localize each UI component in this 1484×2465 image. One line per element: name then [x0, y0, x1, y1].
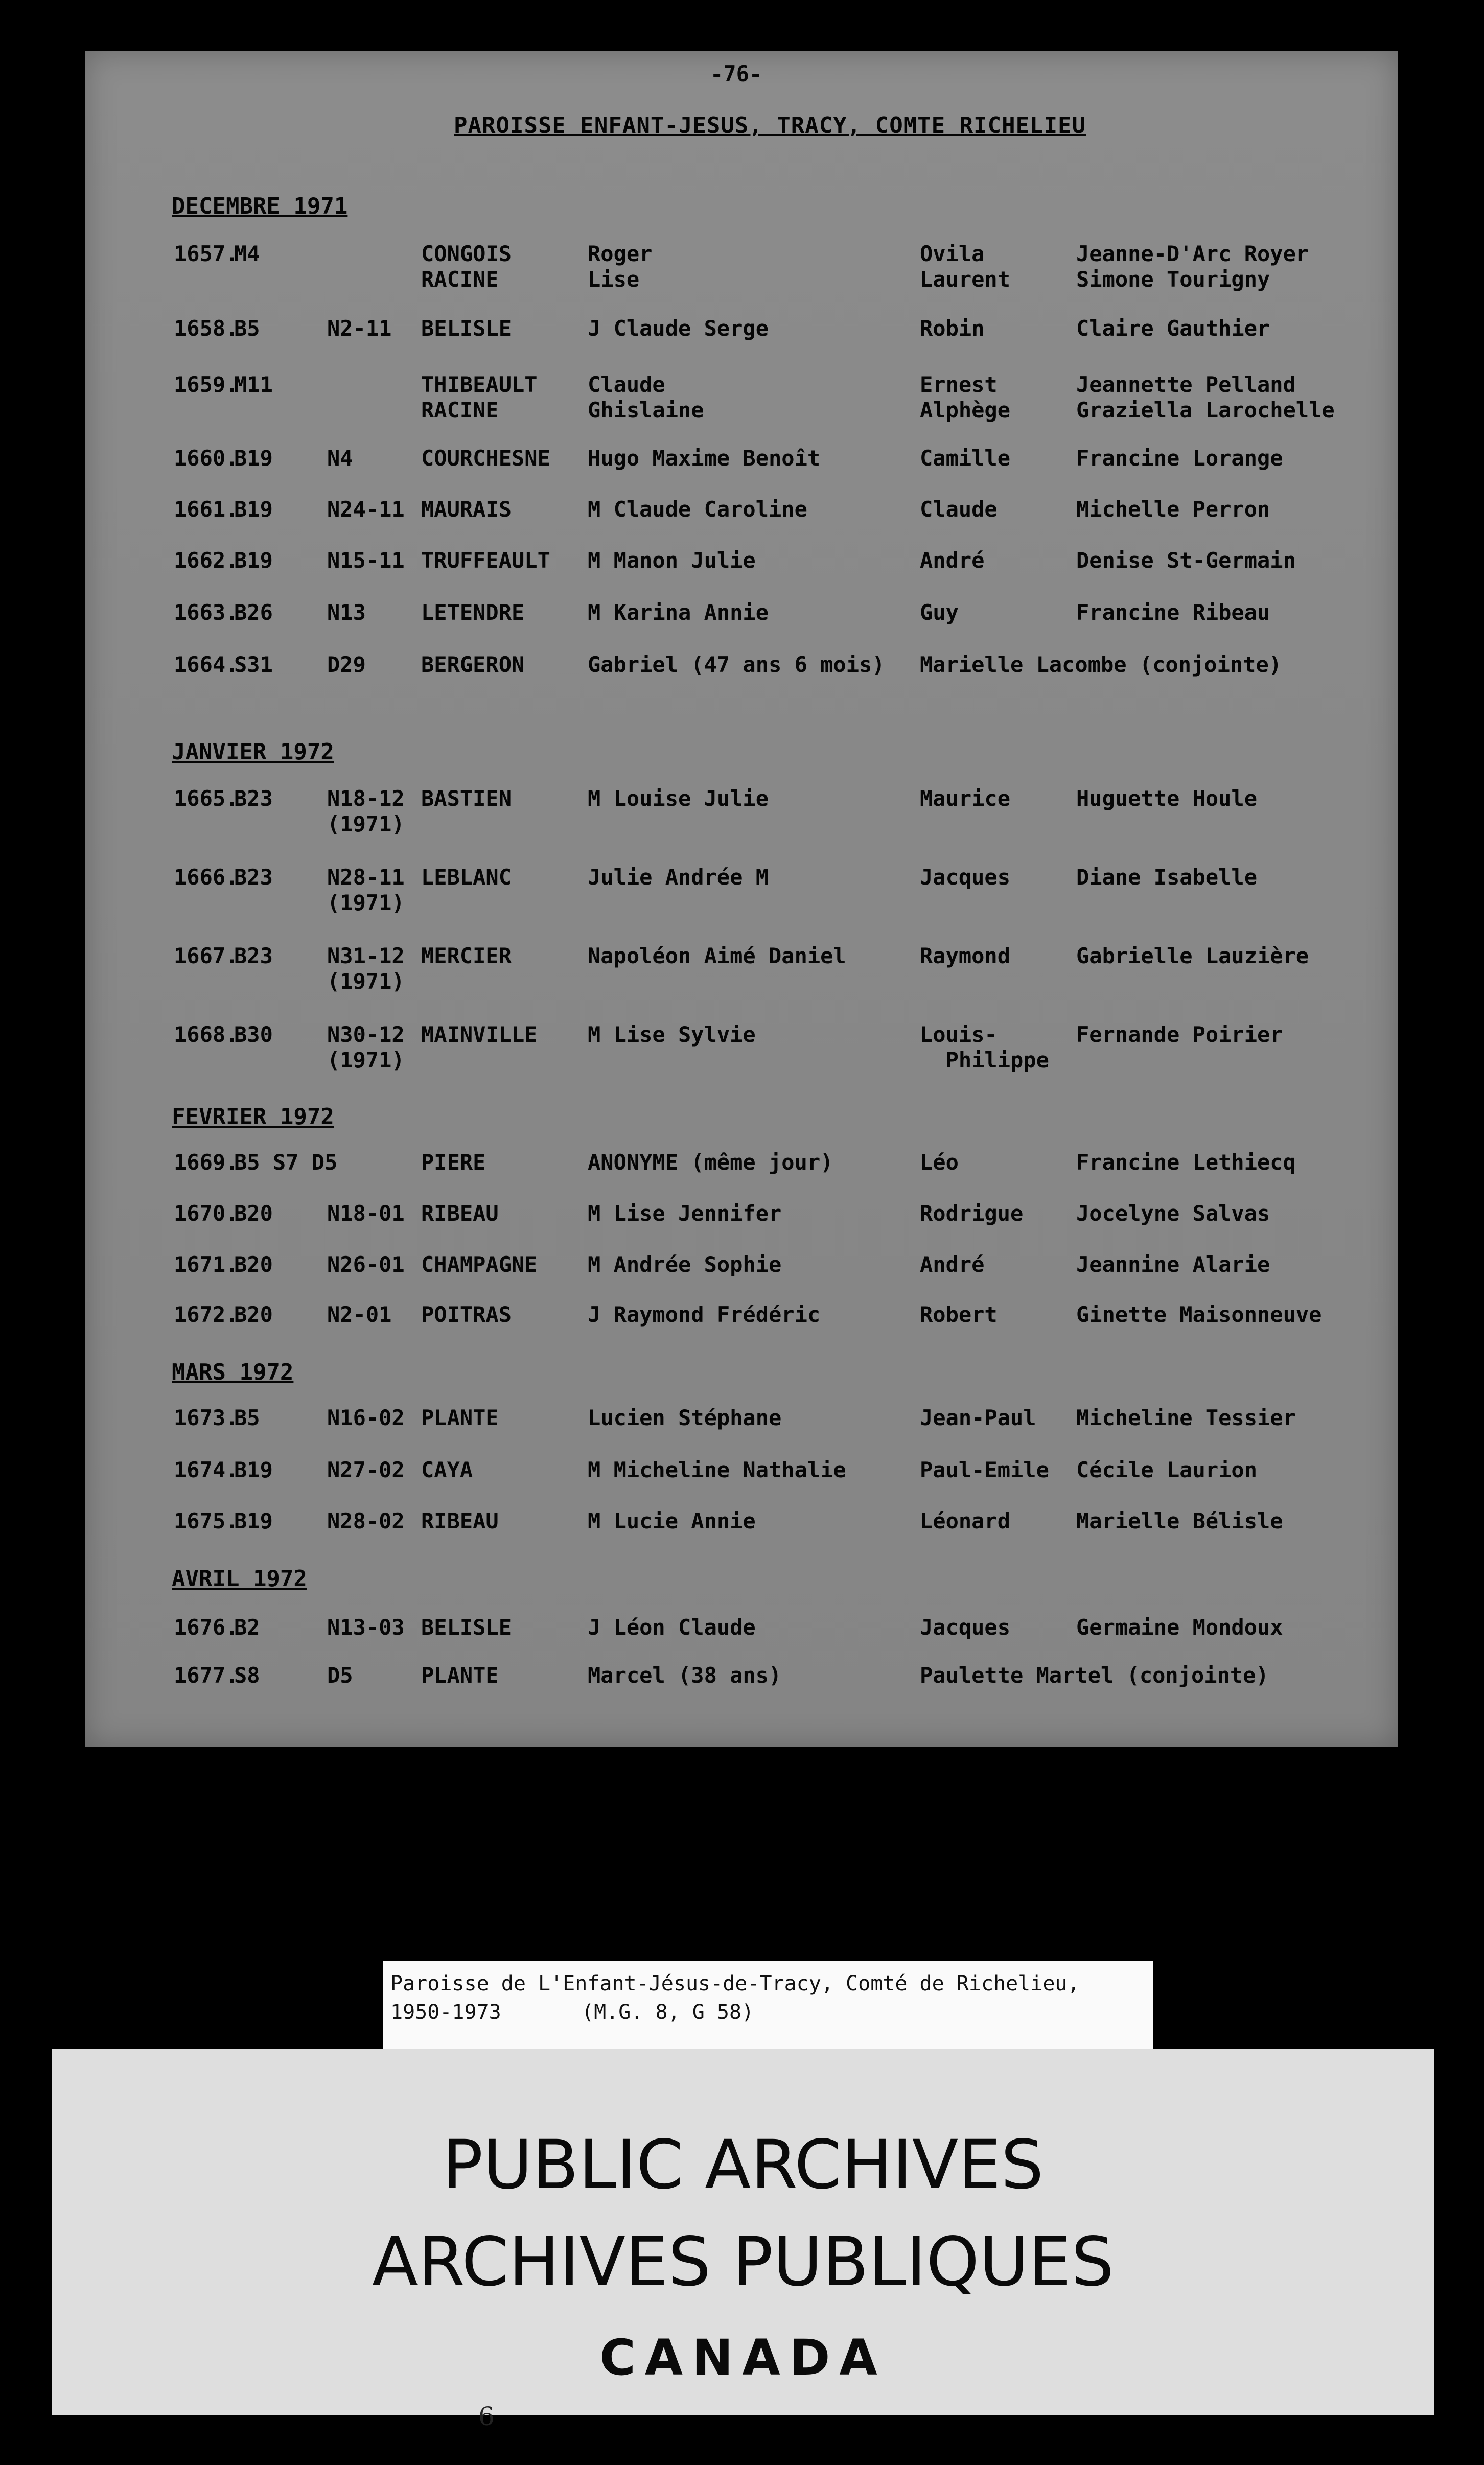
- entry-surname: MAINVILLE: [421, 1022, 538, 1047]
- entry-father: Rodrigue: [920, 1201, 1024, 1226]
- entry-father: Ernest Alphège: [920, 372, 1011, 423]
- entry-given: Napoléon Aimé Daniel: [588, 943, 846, 968]
- entry-given: Lucien Stéphane: [588, 1405, 782, 1430]
- entry-surname: CONGOIS RACINE: [421, 241, 512, 292]
- entry-num: 1663.: [174, 600, 239, 625]
- entry-dates: B5: [234, 316, 260, 341]
- entry-father: Léonard: [920, 1508, 1011, 1533]
- entry-third: N16-02: [327, 1405, 405, 1430]
- entry-dates: B19: [234, 446, 273, 471]
- entry-father: Jacques: [920, 865, 1011, 890]
- register-entry: [0, 652, 1484, 713]
- entry-given: Hugo Maxime Benoît: [588, 446, 821, 471]
- entry-given: M Micheline Nathalie: [588, 1457, 846, 1482]
- entry-third: N2-01: [327, 1302, 392, 1327]
- label-years: 1950-1973: [390, 2001, 501, 2024]
- entry-third: N15-11: [327, 548, 405, 573]
- entry-father: Paulette Martel (conjointe): [920, 1663, 1269, 1688]
- entry-dates: B19: [234, 548, 273, 573]
- archive-line-english: PUBLIC ARCHIVES: [442, 2126, 1044, 2204]
- entry-surname: CHAMPAGNE: [421, 1252, 538, 1277]
- entry-mother: Diane Isabelle: [1076, 865, 1258, 890]
- entry-surname: LETENDRE: [421, 600, 525, 625]
- entry-given: M Karina Annie: [588, 600, 769, 625]
- entry-given: M Manon Julie: [588, 548, 756, 573]
- entry-given: J Raymond Frédéric: [588, 1302, 821, 1327]
- archive-line-french: ARCHIVES PUBLIQUES: [372, 2223, 1115, 2301]
- register-entry: [0, 943, 1484, 1005]
- entry-surname: RIBEAU: [421, 1508, 499, 1533]
- entry-third: N26-01: [327, 1252, 405, 1277]
- register-entry: [0, 786, 1484, 847]
- entry-num: 1677.: [174, 1663, 239, 1688]
- register-entry: [0, 1663, 1484, 1724]
- register-entry: [0, 372, 1484, 433]
- entry-given: M Andrée Sophie: [588, 1252, 782, 1277]
- entry-num: 1658.: [174, 316, 239, 341]
- entry-third: N4: [327, 446, 353, 471]
- entry-num: 1661.: [174, 497, 239, 522]
- entry-surname: BELISLE: [421, 1615, 512, 1640]
- entry-given: M Lise Sylvie: [588, 1022, 756, 1047]
- entry-dates: B19: [234, 1457, 273, 1482]
- register-entry: [0, 241, 1484, 303]
- entry-num: 1664.: [174, 652, 239, 677]
- entry-mother: Jocelyne Salvas: [1076, 1201, 1270, 1226]
- entry-num: 1667.: [174, 943, 239, 968]
- entry-mother: Micheline Tessier: [1076, 1405, 1296, 1430]
- register-entry: [0, 1508, 1484, 1570]
- entry-surname: THIBEAULT RACINE: [421, 372, 538, 423]
- entry-father: Maurice: [920, 786, 1011, 811]
- entry-father: Robert: [920, 1302, 998, 1327]
- entry-father: Marielle Lacombe (conjointe): [920, 652, 1282, 677]
- entry-dates: M4: [234, 241, 260, 266]
- entry-dates: B23: [234, 865, 273, 890]
- entry-third: N24-11: [327, 497, 405, 522]
- entry-surname: PLANTE: [421, 1663, 499, 1688]
- entry-father: Léo: [920, 1150, 959, 1175]
- entry-given: Julie Andrée M: [588, 865, 769, 890]
- entry-dates: B30: [234, 1022, 273, 1047]
- entry-given: ANONYME (même jour): [588, 1150, 833, 1175]
- entry-num: 1673.: [174, 1405, 239, 1430]
- entry-dates: B19: [234, 497, 273, 522]
- entry-mother: Huguette Houle: [1076, 786, 1258, 811]
- entry-third: N2-11: [327, 316, 392, 341]
- entry-given: M Lise Jennifer: [588, 1201, 782, 1226]
- entry-third: N28-11 (1971): [327, 865, 405, 915]
- entry-num: 1659.: [174, 372, 239, 397]
- entry-num: 1669.: [174, 1150, 239, 1175]
- entry-num: 1668.: [174, 1022, 239, 1047]
- entry-surname: RIBEAU: [421, 1201, 499, 1226]
- entry-dates: B5: [234, 1405, 260, 1430]
- entry-dates: M11: [234, 372, 273, 397]
- entry-mother: Francine Ribeau: [1076, 600, 1270, 625]
- label-reference: (M.G. 8, G 58): [582, 2001, 754, 2024]
- register-entry: [0, 316, 1484, 377]
- entry-num: 1670.: [174, 1201, 239, 1226]
- entry-surname: PLANTE: [421, 1405, 499, 1430]
- entry-dates: S31: [234, 652, 273, 677]
- entry-num: 1657.: [174, 241, 239, 266]
- entry-dates: B23: [234, 786, 273, 811]
- register-entry: [0, 1022, 1484, 1083]
- entry-mother: Ginette Maisonneuve: [1076, 1302, 1322, 1327]
- entry-surname: POITRAS: [421, 1302, 512, 1327]
- entry-surname: BELISLE: [421, 316, 512, 341]
- entry-surname: BASTIEN: [421, 786, 512, 811]
- entry-third: N18-12 (1971): [327, 786, 405, 836]
- entry-num: 1662.: [174, 548, 239, 573]
- entry-father: Claude: [920, 497, 998, 522]
- archive-card: [52, 2049, 1434, 2431]
- entry-father: Camille: [920, 446, 1011, 471]
- page-title: PAROISSE ENFANT-JESUS, TRACY, COMTE RICHELIEU: [454, 112, 1086, 138]
- entry-dates: S8: [234, 1663, 260, 1688]
- entry-surname: MAURAIS: [421, 497, 512, 522]
- entry-surname: MERCIER: [421, 943, 512, 968]
- entry-num: 1675.: [174, 1508, 239, 1533]
- entry-given: J Claude Serge: [588, 316, 769, 341]
- entry-num: 1665.: [174, 786, 239, 811]
- entry-third: N27-02: [327, 1457, 405, 1482]
- label-line-parish: Paroisse de L'Enfant-Jésus-de-Tracy, Comté de Richelieu,: [390, 1972, 1080, 1995]
- handwritten-mark: 6: [478, 2402, 495, 2431]
- entry-mother: Francine Lethiecq: [1076, 1150, 1296, 1175]
- entry-mother: Jeannette Pelland Graziella Larochelle: [1076, 372, 1335, 423]
- entry-father: Jean-Paul: [920, 1405, 1036, 1430]
- entry-mother: Germaine Mondoux: [1076, 1615, 1283, 1640]
- entry-third: N13-03: [327, 1615, 405, 1640]
- entry-mother: Francine Lorange: [1076, 446, 1283, 471]
- entry-given: M Lucie Annie: [588, 1508, 756, 1533]
- section-heading-january-1972: JANVIER 1972: [172, 739, 334, 765]
- entry-dates: B26: [234, 600, 273, 625]
- entry-mother: Claire Gauthier: [1076, 316, 1270, 341]
- entry-given: J Léon Claude: [588, 1615, 756, 1640]
- entry-surname: TRUFFEAULT: [421, 548, 550, 573]
- entry-father: André: [920, 548, 985, 573]
- entry-father: André: [920, 1252, 985, 1277]
- entry-dates: B20: [234, 1201, 273, 1226]
- entry-num: 1666.: [174, 865, 239, 890]
- entry-third: N28-02: [327, 1508, 405, 1533]
- entry-surname: PIERE: [421, 1150, 486, 1175]
- entry-mother: Gabrielle Lauzière: [1076, 943, 1309, 968]
- entry-mother: Denise St-Germain: [1076, 548, 1296, 573]
- entry-third: D5: [327, 1663, 353, 1688]
- entry-surname: COURCHESNE: [421, 446, 550, 471]
- entry-father: Raymond: [920, 943, 1011, 968]
- entry-third: N31-12 (1971): [327, 943, 405, 994]
- entry-father: Jacques: [920, 1615, 1011, 1640]
- entry-mother: Cécile Laurion: [1076, 1457, 1258, 1482]
- entry-father: Guy: [920, 600, 959, 625]
- section-heading-february-1972: FEVRIER 1972: [172, 1104, 334, 1130]
- entry-father: Louis- Philippe: [920, 1022, 1049, 1073]
- register-entry: [0, 1302, 1484, 1363]
- entry-father: Robin: [920, 316, 985, 341]
- entry-dates: B20: [234, 1302, 273, 1327]
- entry-mother: Michelle Perron: [1076, 497, 1270, 522]
- entry-given: Gabriel (47 ans 6 mois): [588, 652, 885, 677]
- entry-surname: BERGERON: [421, 652, 525, 677]
- entry-dates: B19: [234, 1508, 273, 1533]
- entry-dates: B2: [234, 1615, 260, 1640]
- entry-num: 1676.: [174, 1615, 239, 1640]
- entry-num: 1671.: [174, 1252, 239, 1277]
- entry-third: N13: [327, 600, 366, 625]
- entry-num: 1674.: [174, 1457, 239, 1482]
- entry-dates: B5 S7 D5: [234, 1150, 338, 1175]
- entry-given: M Claude Caroline: [588, 497, 807, 522]
- entry-surname: LEBLANC: [421, 865, 512, 890]
- entry-father: Paul-Emile: [920, 1457, 1049, 1482]
- entry-third: D29: [327, 652, 366, 677]
- entry-third: N18-01: [327, 1201, 405, 1226]
- section-heading-april-1972: AVRIL 1972: [172, 1566, 307, 1592]
- entry-surname: CAYA: [421, 1457, 473, 1482]
- section-heading-december-1971: DECEMBRE 1971: [172, 193, 348, 219]
- entry-third: N30-12 (1971): [327, 1022, 405, 1073]
- entry-num: 1660.: [174, 446, 239, 471]
- entry-dates: B23: [234, 943, 273, 968]
- entry-given: Marcel (38 ans): [588, 1663, 782, 1688]
- archive-line-country: CANADA: [599, 2329, 887, 2386]
- catalogue-label: [383, 1961, 1153, 2049]
- entry-dates: B20: [234, 1252, 273, 1277]
- entry-num: 1672.: [174, 1302, 239, 1327]
- entry-mother: Marielle Bélisle: [1076, 1508, 1283, 1533]
- entry-given: Claude Ghislaine: [588, 372, 704, 423]
- entry-mother: Fernande Poirier: [1076, 1022, 1283, 1047]
- register-entry: [0, 865, 1484, 926]
- page-number: -76-: [710, 61, 762, 86]
- entry-father: Ovila Laurent: [920, 241, 1011, 292]
- entry-given: Roger Lise: [588, 241, 653, 292]
- entry-given: M Louise Julie: [588, 786, 769, 811]
- section-heading-march-1972: MARS 1972: [172, 1359, 294, 1385]
- entry-mother: Jeannine Alarie: [1076, 1252, 1270, 1277]
- entry-mother: Jeanne-D'Arc Royer Simone Tourigny: [1076, 241, 1309, 292]
